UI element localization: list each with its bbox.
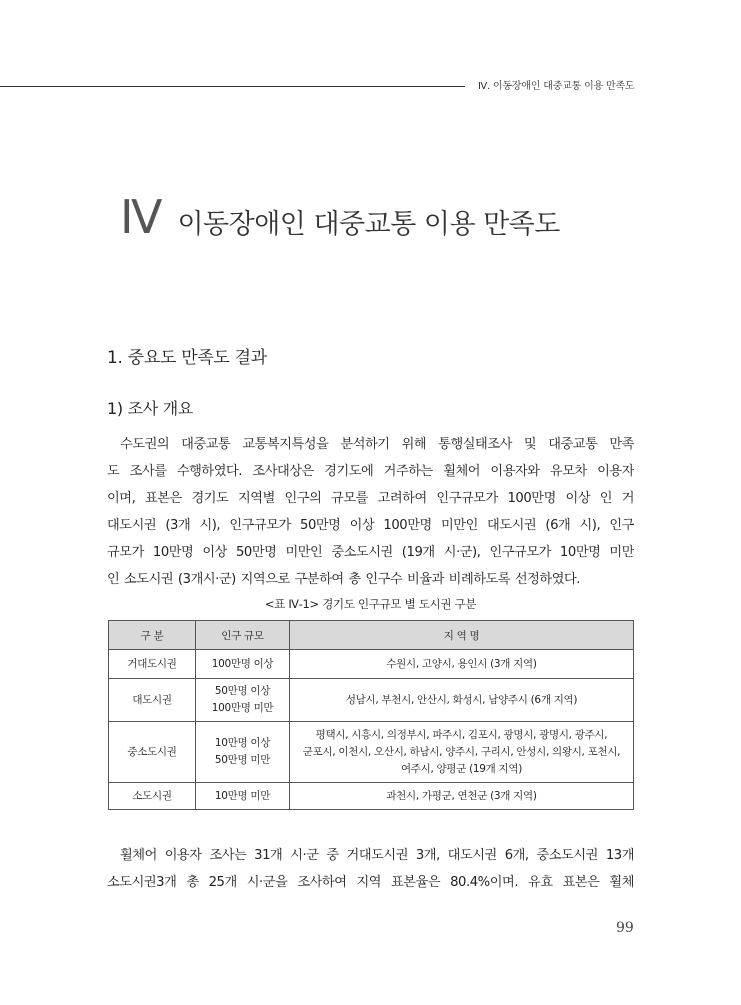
table-row (109, 650, 634, 679)
chapter-number: Ⅳ (120, 190, 162, 244)
population-line: 10만명 미만 (214, 789, 271, 802)
regions-line: 과천시, 가평군, 연천군 (3개 지역) (386, 789, 537, 802)
row-category: 거대도시권 (109, 650, 196, 679)
paragraph-line: 인 소도시권 (3개시·군) 지역으로 구분하여 총 인구수 비율과 비례하도록 선정하였다. (107, 572, 581, 587)
header-population: 인구 규모 (196, 621, 290, 650)
running-header: Ⅳ. 이동장애인 대중교통 이용 만족도 (478, 81, 635, 92)
row-category: 소도시권 (109, 783, 196, 810)
paragraph-line: 이며, 표본은 경기도 지역별 인구의 규모를 고려하여 인구규모가 100만명 이상 인 거 (107, 491, 634, 506)
table-caption: <표 Ⅳ-1> 경기도 인구규모 별 도시권 구분 (264, 597, 477, 611)
row-category: 대도시권 (109, 679, 196, 722)
table-row (109, 722, 634, 783)
population-line: 50만명 미만 (214, 754, 271, 766)
section-title: 1. 중요도 만족도 결과 (107, 348, 267, 368)
survey-overview-paragraph (107, 431, 634, 593)
row-population (196, 783, 290, 810)
table-row (109, 783, 634, 810)
row-population (196, 722, 290, 783)
subsection-title: 1) 조사 개요 (107, 399, 194, 418)
row-regions (290, 783, 634, 810)
paragraph-line: 소도시권3개 총 25개 시·군을 조사하여 지역 표본율은 80.4%이며. 유효 표본은 휠체 (107, 875, 634, 890)
regions-line: 여주시, 양평군 (19개 지역) (400, 762, 523, 775)
population-line: 100만명 미만 (211, 702, 274, 714)
paragraph-line: 휠체어 이용자 조사는 31개 시·군 중 거대도시권 3개, 대도시권 6개, 중소도시권 13개 (120, 848, 634, 863)
regions-line: 성남시, 부천시, 안산시, 화성시, 남양주시 (6개 지역) (345, 693, 578, 706)
chapter-title: 이동장애인 대중교통 이용 만족도 (177, 209, 560, 240)
chapter-heading (120, 190, 560, 244)
population-line: 10만명 이상 (214, 737, 271, 749)
header-regions: 지 역 명 (290, 621, 634, 650)
row-regions (290, 679, 634, 722)
row-regions (290, 722, 634, 783)
city-region-table (108, 620, 634, 810)
table-header-row (109, 621, 634, 650)
header-rule (0, 86, 465, 87)
row-population (196, 650, 290, 679)
population-line: 100만명 이상 (211, 657, 274, 670)
row-regions (290, 650, 634, 679)
row-population (196, 679, 290, 722)
paragraph-line: 규모가 10만명 이상 50만명 미만인 중소도시권 (19개 시·군), 인구규모가 10만명 미만 (107, 545, 634, 560)
header-category: 구 분 (109, 621, 196, 650)
regions-line: 수원시, 고양시, 용인시 (3개 지역) (386, 657, 537, 670)
paragraph-line: 대도시권 (3개 시), 인구규모가 50만명 이상 100만명 미만인 대도시권 (6개 시), 인구 (107, 518, 634, 533)
table-row (109, 679, 634, 722)
paragraph-line: 도 조사를 수행하였다. 조사대상은 경기도에 거주하는 휠체어 이용자와 유모차 이용자 (107, 464, 634, 479)
regions-line: 군포시, 이천시, 오산시, 하남시, 양주시, 구리시, 안성시, 의왕시, 포천시, (302, 745, 621, 758)
population-line: 50만명 이상 (214, 685, 271, 697)
paragraph-line: 수도권의 대중교통 교통복지특성을 분석하기 위해 통행실태조사 및 대중교통 만족 (120, 437, 634, 452)
regions-line: 평택시, 시흥시, 의정부시, 파주시, 김포시, 광명시, 광명시, 광주시, (315, 728, 608, 741)
row-category: 중소도시권 (109, 722, 196, 783)
page-number: 99 (616, 920, 634, 936)
wheelchair-survey-paragraph (107, 842, 634, 896)
